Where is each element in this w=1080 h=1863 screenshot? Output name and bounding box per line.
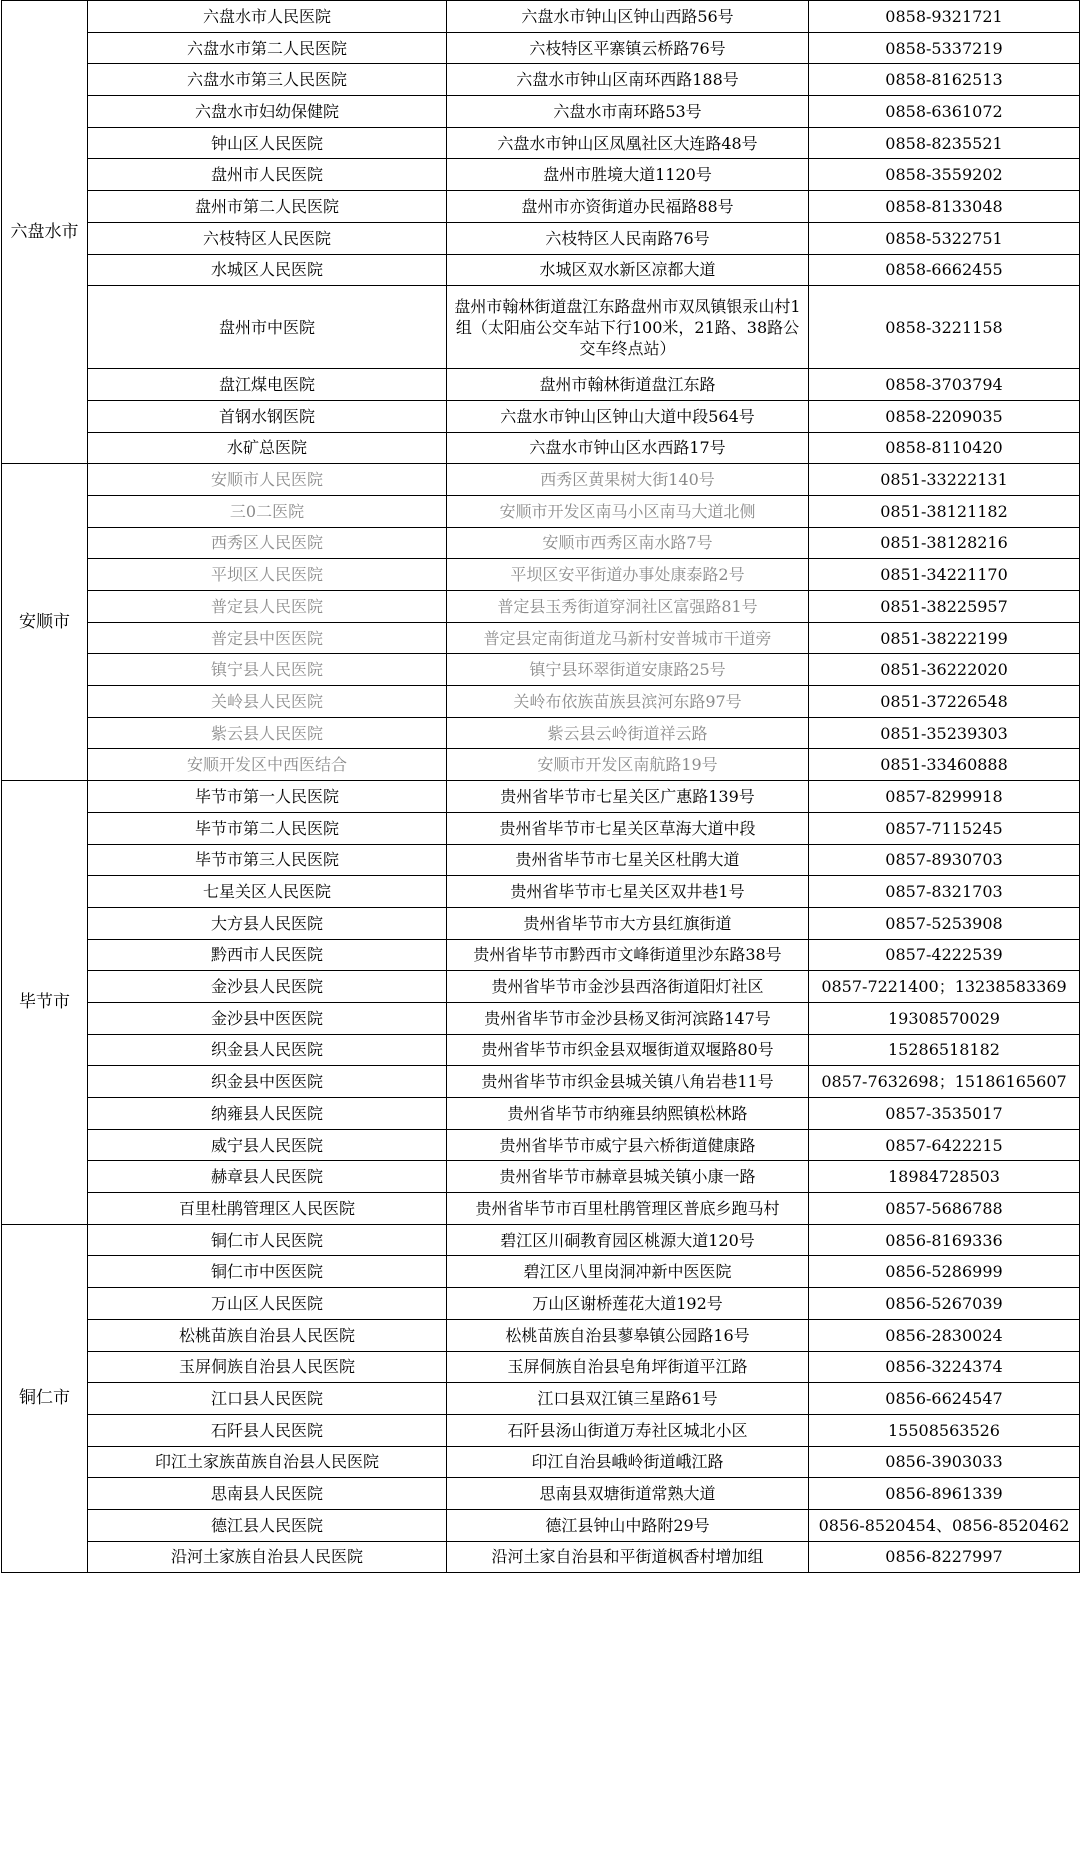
table-row [2, 1509, 1080, 1541]
table-row [2, 1288, 1080, 1320]
phone-cell: 0858-8110420 [809, 432, 1080, 464]
phone-cell: 0851-33460888 [809, 749, 1080, 781]
address-cell: 盘州市胜境大道1120号 [447, 159, 809, 191]
address-cell: 贵州省毕节市大方县红旗街道 [447, 907, 809, 939]
address-cell: 贵州省毕节市黔西市文峰街道里沙东路38号 [447, 939, 809, 971]
phone-cell: 0857-5253908 [809, 907, 1080, 939]
address-cell: 六盘水市钟山区钟山西路56号 [447, 1, 809, 33]
address-cell: 普定县玉秀街道穿洞社区富强路81号 [447, 591, 809, 623]
table-row [2, 464, 1080, 496]
hospital-name-cell: 七星关区人民医院 [88, 876, 447, 908]
hospital-name-cell: 六盘水市第二人民医院 [88, 32, 447, 64]
hospital-name-cell: 镇宁县人民医院 [88, 654, 447, 686]
address-cell: 水城区双水新区凉都大道 [447, 254, 809, 286]
address-cell: 贵州省毕节市威宁县六桥街道健康路 [447, 1129, 809, 1161]
table-row [2, 939, 1080, 971]
hospital-name-cell: 普定县中医医院 [88, 622, 447, 654]
phone-cell: 0856-2830024 [809, 1319, 1080, 1351]
table-row [2, 1034, 1080, 1066]
address-cell: 贵州省毕节市七星关区双井巷1号 [447, 876, 809, 908]
address-cell: 石阡县汤山街道万寿社区城北小区 [447, 1414, 809, 1446]
table-row [2, 32, 1080, 64]
hospital-name-cell: 盘州市第二人民医院 [88, 191, 447, 223]
phone-cell: 0856-8961339 [809, 1478, 1080, 1510]
address-cell: 关岭布依族苗族县滨河东路97号 [447, 686, 809, 718]
phone-cell: 0857-8321703 [809, 876, 1080, 908]
hospital-name-cell: 盘江煤电医院 [88, 369, 447, 401]
table-row [2, 876, 1080, 908]
address-cell: 江口县双江镇三星路61号 [447, 1383, 809, 1415]
address-cell: 贵州省毕节市七星关区草海大道中段 [447, 812, 809, 844]
hospital-name-cell: 大方县人民医院 [88, 907, 447, 939]
phone-cell: 0851-38128216 [809, 527, 1080, 559]
hospital-name-cell: 安顺市人民医院 [88, 464, 447, 496]
table-row [2, 369, 1080, 401]
table-row [2, 127, 1080, 159]
phone-cell: 0858-6361072 [809, 96, 1080, 128]
address-cell: 贵州省毕节市七星关区杜鹃大道 [447, 844, 809, 876]
address-cell: 盘州市亦资街道办民福路88号 [447, 191, 809, 223]
address-cell: 德江县钟山中路附29号 [447, 1509, 809, 1541]
address-cell: 碧江区川硐教育园区桃源大道120号 [447, 1224, 809, 1256]
table-row [2, 844, 1080, 876]
hospital-name-cell: 石阡县人民医院 [88, 1414, 447, 1446]
hospital-name-cell: 黔西市人民医院 [88, 939, 447, 971]
table-row [2, 781, 1080, 813]
table-row [2, 400, 1080, 432]
table-row [2, 717, 1080, 749]
table-row [2, 222, 1080, 254]
address-cell: 紫云县云岭街道祥云路 [447, 717, 809, 749]
hospital-name-cell: 金沙县中医医院 [88, 1002, 447, 1034]
hospital-name-cell: 安顺开发区中西医结合 [88, 749, 447, 781]
table-row [2, 1541, 1080, 1573]
hospital-name-cell: 百里杜鹃管理区人民医院 [88, 1193, 447, 1225]
address-cell: 六枝特区平寨镇云桥路76号 [447, 32, 809, 64]
phone-cell: 0858-5322751 [809, 222, 1080, 254]
hospital-name-cell: 水矿总医院 [88, 432, 447, 464]
address-cell: 碧江区八里岗洞冲新中医医院 [447, 1256, 809, 1288]
address-cell: 沿河土家自治县和平街道枫香村增加组 [447, 1541, 809, 1573]
table-row [2, 1193, 1080, 1225]
table-row [2, 1224, 1080, 1256]
address-cell: 六盘水市南环路53号 [447, 96, 809, 128]
address-cell: 盘州市翰林街道盘江东路 [447, 369, 809, 401]
address-cell: 贵州省毕节市七星关区广惠路139号 [447, 781, 809, 813]
address-cell: 六枝特区人民南路76号 [447, 222, 809, 254]
hospital-name-cell: 钟山区人民医院 [88, 127, 447, 159]
table-row [2, 286, 1080, 369]
hospital-name-cell: 金沙县人民医院 [88, 971, 447, 1003]
hospital-table-body [2, 1, 1080, 1573]
table-row [2, 749, 1080, 781]
hospital-name-cell: 毕节市第一人民医院 [88, 781, 447, 813]
hospital-name-cell: 普定县人民医院 [88, 591, 447, 623]
address-cell: 万山区谢桥莲花大道192号 [447, 1288, 809, 1320]
table-row [2, 1351, 1080, 1383]
hospital-name-cell: 西秀区人民医院 [88, 527, 447, 559]
table-row [2, 159, 1080, 191]
phone-cell: 0858-3221158 [809, 286, 1080, 369]
hospital-name-cell: 印江土家族苗族自治县人民医院 [88, 1446, 447, 1478]
hospital-name-cell: 首钢水钢医院 [88, 400, 447, 432]
phone-cell: 0857-8299918 [809, 781, 1080, 813]
phone-cell: 0851-38121182 [809, 495, 1080, 527]
phone-cell: 0856-3224374 [809, 1351, 1080, 1383]
hospital-name-cell: 松桃苗族自治县人民医院 [88, 1319, 447, 1351]
phone-cell: 0858-5337219 [809, 32, 1080, 64]
table-row [2, 64, 1080, 96]
hospital-name-cell: 六盘水市人民医院 [88, 1, 447, 33]
hospital-name-cell: 思南县人民医院 [88, 1478, 447, 1510]
phone-cell: 0856-5267039 [809, 1288, 1080, 1320]
table-row [2, 622, 1080, 654]
address-cell: 六盘水市钟山区水西路17号 [447, 432, 809, 464]
hospital-name-cell: 水城区人民医院 [88, 254, 447, 286]
phone-cell: 0858-6662455 [809, 254, 1080, 286]
hospital-name-cell: 德江县人民医院 [88, 1509, 447, 1541]
hospital-name-cell: 六枝特区人民医院 [88, 222, 447, 254]
address-cell: 贵州省毕节市百里杜鹃管理区普底乡跑马村 [447, 1193, 809, 1225]
table-row [2, 1446, 1080, 1478]
table-row [2, 654, 1080, 686]
phone-cell: 0857-5686788 [809, 1193, 1080, 1225]
city-cell: 安顺市 [2, 464, 88, 781]
address-cell: 贵州省毕节市金沙县西洛街道阳灯社区 [447, 971, 809, 1003]
table-row [2, 495, 1080, 527]
table-row [2, 254, 1080, 286]
hospital-name-cell: 铜仁市中医医院 [88, 1256, 447, 1288]
phone-cell: 15286518182 [809, 1034, 1080, 1066]
city-cell: 铜仁市 [2, 1224, 88, 1573]
hospital-name-cell: 三0二医院 [88, 495, 447, 527]
table-row [2, 1, 1080, 33]
hospital-name-cell: 毕节市第三人民医院 [88, 844, 447, 876]
phone-cell: 0857-7115245 [809, 812, 1080, 844]
address-cell: 六盘水市钟山区凤凰社区大连路48号 [447, 127, 809, 159]
address-cell: 镇宁县环翠街道安康路25号 [447, 654, 809, 686]
hospital-name-cell: 盘州市中医院 [88, 286, 447, 369]
address-cell: 贵州省毕节市纳雍县纳熙镇松林路 [447, 1098, 809, 1130]
phone-cell: 0858-9321721 [809, 1, 1080, 33]
phone-cell: 0858-2209035 [809, 400, 1080, 432]
hospital-name-cell: 织金县中医医院 [88, 1066, 447, 1098]
table-row [2, 1383, 1080, 1415]
phone-cell: 0857-6422215 [809, 1129, 1080, 1161]
hospital-name-cell: 威宁县人民医院 [88, 1129, 447, 1161]
table-row [2, 191, 1080, 223]
phone-cell: 19308570029 [809, 1002, 1080, 1034]
phone-cell: 0858-8133048 [809, 191, 1080, 223]
address-cell: 安顺市开发区南马小区南马大道北侧 [447, 495, 809, 527]
phone-cell: 18984728503 [809, 1161, 1080, 1193]
hospital-name-cell: 沿河土家族自治县人民医院 [88, 1541, 447, 1573]
phone-cell: 0856-8169336 [809, 1224, 1080, 1256]
table-row [2, 1319, 1080, 1351]
table-row [2, 1129, 1080, 1161]
table-row [2, 971, 1080, 1003]
address-cell: 西秀区黄果树大街140号 [447, 464, 809, 496]
phone-cell: 0851-37226548 [809, 686, 1080, 718]
table-row [2, 527, 1080, 559]
table-row [2, 1002, 1080, 1034]
table-row [2, 1478, 1080, 1510]
hospital-name-cell: 江口县人民医院 [88, 1383, 447, 1415]
phone-cell: 0856-3903033 [809, 1446, 1080, 1478]
hospital-name-cell: 平坝区人民医院 [88, 559, 447, 591]
hospital-name-cell: 织金县人民医院 [88, 1034, 447, 1066]
city-cell: 六盘水市 [2, 1, 88, 464]
table-row [2, 1098, 1080, 1130]
hospital-name-cell: 万山区人民医院 [88, 1288, 447, 1320]
table-row [2, 686, 1080, 718]
hospital-name-cell: 紫云县人民医院 [88, 717, 447, 749]
phone-cell: 0856-8520454、0856-8520462 [809, 1509, 1080, 1541]
hospital-name-cell: 赫章县人民医院 [88, 1161, 447, 1193]
phone-cell: 0856-6624547 [809, 1383, 1080, 1415]
hospital-name-cell: 六盘水市妇幼保健院 [88, 96, 447, 128]
phone-cell: 0851-33222131 [809, 464, 1080, 496]
table-row [2, 812, 1080, 844]
phone-cell: 0858-8235521 [809, 127, 1080, 159]
hospital-name-cell: 毕节市第二人民医院 [88, 812, 447, 844]
address-cell: 贵州省毕节市织金县双堰街道双堰路80号 [447, 1034, 809, 1066]
phone-cell: 0857-4222539 [809, 939, 1080, 971]
phone-cell: 0857-7221400；13238583369 [809, 971, 1080, 1003]
phone-cell: 0858-8162513 [809, 64, 1080, 96]
address-cell: 六盘水市钟山区钟山大道中段564号 [447, 400, 809, 432]
address-cell: 安顺市西秀区南水路7号 [447, 527, 809, 559]
table-row [2, 591, 1080, 623]
hospital-name-cell: 盘州市人民医院 [88, 159, 447, 191]
address-cell: 贵州省毕节市织金县城关镇八角岩巷11号 [447, 1066, 809, 1098]
table-row [2, 1414, 1080, 1446]
address-cell: 六盘水市钟山区南环西路188号 [447, 64, 809, 96]
table-row [2, 1256, 1080, 1288]
table-row [2, 1161, 1080, 1193]
phone-cell: 0851-38222199 [809, 622, 1080, 654]
phone-cell: 0851-34221170 [809, 559, 1080, 591]
address-cell: 贵州省毕节市金沙县杨叉街河滨路147号 [447, 1002, 809, 1034]
phone-cell: 0858-3703794 [809, 369, 1080, 401]
table-row [2, 432, 1080, 464]
address-cell: 贵州省毕节市赫章县城关镇小康一路 [447, 1161, 809, 1193]
hospital-name-cell: 纳雍县人民医院 [88, 1098, 447, 1130]
phone-cell: 0857-8930703 [809, 844, 1080, 876]
address-cell: 盘州市翰林街道盘江东路盘州市双凤镇银汞山村1组（太阳庙公交车站下行100米，21路、38路公交车终点站） [447, 286, 809, 369]
address-cell: 玉屏侗族自治县皂角坪街道平江路 [447, 1351, 809, 1383]
phone-cell: 0851-38225957 [809, 591, 1080, 623]
address-cell: 安顺市开发区南航路19号 [447, 749, 809, 781]
city-cell: 毕节市 [2, 781, 88, 1225]
phone-cell: 0858-3559202 [809, 159, 1080, 191]
address-cell: 思南县双塘街道常熟大道 [447, 1478, 809, 1510]
hospital-name-cell: 铜仁市人民医院 [88, 1224, 447, 1256]
hospital-table [1, 0, 1080, 1573]
address-cell: 普定县定南街道龙马新村安普城市干道旁 [447, 622, 809, 654]
address-cell: 松桃苗族自治县蓼皋镇公园路16号 [447, 1319, 809, 1351]
hospital-name-cell: 关岭县人民医院 [88, 686, 447, 718]
hospital-name-cell: 六盘水市第三人民医院 [88, 64, 447, 96]
phone-cell: 0851-35239303 [809, 717, 1080, 749]
phone-cell: 15508563526 [809, 1414, 1080, 1446]
address-cell: 印江自治县峨岭街道峨江路 [447, 1446, 809, 1478]
hospital-name-cell: 玉屏侗族自治县人民医院 [88, 1351, 447, 1383]
table-row [2, 1066, 1080, 1098]
table-row [2, 96, 1080, 128]
phone-cell: 0856-8227997 [809, 1541, 1080, 1573]
phone-cell: 0851-36222020 [809, 654, 1080, 686]
address-cell: 平坝区安平街道办事处康泰路2号 [447, 559, 809, 591]
table-row [2, 907, 1080, 939]
phone-cell: 0856-5286999 [809, 1256, 1080, 1288]
table-row [2, 559, 1080, 591]
phone-cell: 0857-3535017 [809, 1098, 1080, 1130]
phone-cell: 0857-7632698；15186165607 [809, 1066, 1080, 1098]
